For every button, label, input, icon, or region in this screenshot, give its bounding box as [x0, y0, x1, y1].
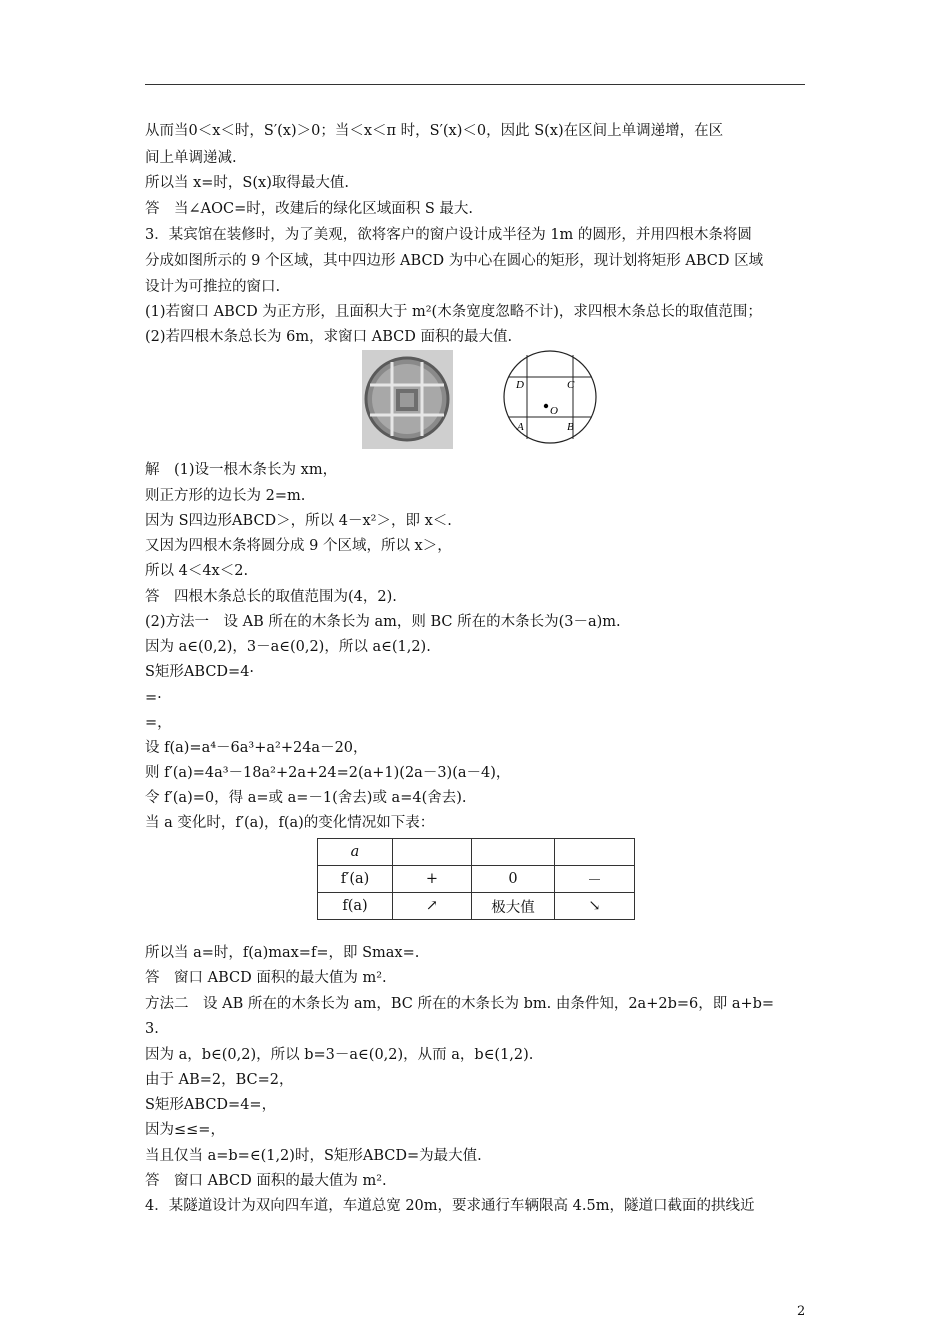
circle-diagram	[497, 347, 607, 447]
table-cell	[555, 839, 635, 866]
label-b: B	[567, 421, 574, 433]
text-line: 所以当 x=时，S(x)取得最大值.	[145, 175, 349, 191]
table-row	[318, 839, 635, 866]
text-line: 则正方形的边长为 2=m.	[145, 488, 306, 504]
label-a: A	[517, 421, 524, 433]
text-line: 设计为可推拉的窗口.	[145, 279, 281, 295]
text-line: S矩形ABCD=4=，	[145, 1097, 277, 1113]
text-line: 因为≤≤=，	[145, 1122, 225, 1138]
text-line: S矩形ABCD=4·	[145, 664, 255, 680]
text-line: 方法二 设 AB 所在的木条长为 am，BC 所在的木条长为 bm. 由条件知，2a+2b=6，即 a+b=	[145, 996, 775, 1012]
text-line: 3．某宾馆在装修时，为了美观，欲将客户的窗户设计成半径为 1m 的圆形，并用四根木条将圆	[145, 227, 752, 243]
table-row	[318, 866, 635, 893]
text-line: 所以 4＜4x＜2.	[145, 563, 249, 579]
table-cell: ↘	[555, 893, 635, 920]
text-line: 因为 S四边形ABCD＞，所以 4－x²＞，即 x＜.	[145, 513, 452, 529]
text-line: 答 窗口 ABCD 面积的最大值为 m².	[145, 1173, 387, 1189]
text-line: 设 f(a)=a⁴－6a³+a²+24a－20，	[145, 740, 368, 756]
table-cell: 极大值	[472, 893, 555, 920]
page-number: 2	[797, 1304, 806, 1319]
text-line: (2)方法一 设 AB 所在的木条长为 am，则 BC 所在的木条长为(3－a)m.	[145, 614, 621, 630]
text-line: 答 四根木条总长的取值范围为(4，2).	[145, 589, 397, 605]
label-d: D	[516, 379, 524, 391]
table-cell	[393, 839, 472, 866]
text-line: 令 f′(a)=0，得 a=或 a=－1(舍去)或 a=4(舍去).	[145, 790, 467, 806]
table-cell: +	[393, 866, 472, 893]
text-line: (1)若窗口 ABCD 为正方形，且面积大于 m²(木条宽度忽略不计)，求四根木条总长的取值范围；	[145, 304, 762, 320]
text-line: 则 f′(a)=4a³－18a²+2a+24=2(a+1)(2a－3)(a－4)，	[145, 765, 511, 781]
text-line: 当且仅当 a=b=∈(1,2)时，S矩形ABCD=为最大值.	[145, 1148, 482, 1164]
table-cell: ↗	[393, 893, 472, 920]
text-line: =·	[145, 690, 162, 706]
table-row	[318, 893, 635, 920]
text-line: 所以当 a=时，f(a)max=f=，即 Smax=.	[145, 945, 420, 961]
text-line: 间上单调递减.	[145, 150, 237, 166]
text-line: 分成如图所示的 9 个区域，其中四边形 ABCD 为中心在圆心的矩形，现计划将矩形 ABCD 区域	[145, 253, 764, 269]
text-line: 由于 AB=2，BC=2，	[145, 1072, 294, 1088]
text-line: 从而当0＜x＜时，S′(x)＞0；当＜x＜π 时，S′(x)＜0，因此 S(x)在区间上单调递增，在区	[145, 123, 724, 139]
table-cell: 0	[472, 866, 555, 893]
label-c: C	[567, 379, 575, 391]
text-line: (2)若四根木条总长为 6m，求窗口 ABCD 面积的最大值.	[145, 329, 513, 345]
table-cell: f′(a)	[318, 866, 393, 893]
table-cell	[472, 839, 555, 866]
text-line: 答 当∠AOC=时，改建后的绿化区域面积 S 最大.	[145, 201, 474, 217]
window-photo	[362, 350, 453, 449]
text-line: 因为 a∈(0,2)，3－a∈(0,2)，所以 a∈(1,2).	[145, 639, 431, 655]
header-rule	[145, 84, 805, 85]
text-line: 因为 a，b∈(0,2)，所以 b=3－a∈(0,2)，从而 a，b∈(1,2).	[145, 1047, 534, 1063]
text-line: 当 a 变化时，f′(a)，f(a)的变化情况如下表：	[145, 815, 435, 831]
text-line: =，	[145, 715, 172, 731]
text-line: 答 窗口 ABCD 面积的最大值为 m².	[145, 970, 387, 986]
text-line: 解 (1)设一根木条长为 xm，	[145, 462, 338, 478]
table-cell: a	[318, 839, 393, 866]
label-o: O	[550, 405, 558, 417]
text-line: 3.	[145, 1021, 159, 1037]
table-cell: －	[555, 866, 635, 893]
table-cell: f(a)	[318, 893, 393, 920]
text-line: 又因为四根木条将圆分成 9 个区域，所以 x＞，	[145, 538, 452, 554]
text-line: 4．某隧道设计为双向四车道，车道总宽 20m，要求通行车辆限高 4.5m，隧道口截面的拱线近	[145, 1198, 755, 1214]
variation-table	[317, 838, 635, 920]
